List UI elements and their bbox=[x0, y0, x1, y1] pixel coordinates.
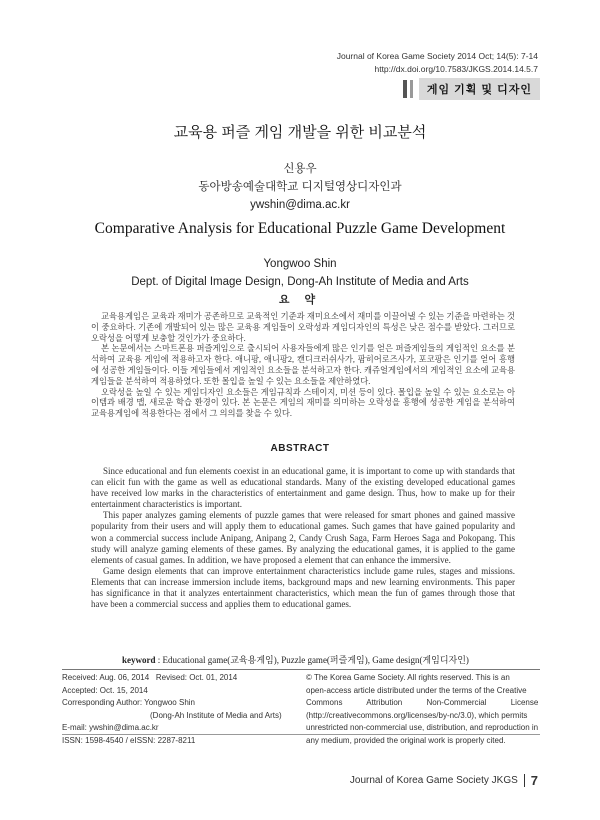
abstract-english-paragraph: Since educational and fun elements coexist in an educational game, it is important to come up with standards that can elicit fun with the game as well as educational standards. Many of the existing developed educational games have received low marks in the characteristics of entertainment and game design. Thus, how to make up for their entertainment characteristics is important. bbox=[91, 466, 515, 510]
accepted-date: Accepted: Oct. 15, 2014 bbox=[62, 685, 148, 695]
abstract-english-paragraph: This paper analyzes gaming elements of puzzle games that were released for smart phones and gained massive popularity from their users and will apply them to educational games. Such games that have gained popularity and won a commercial success include Anipang, Anipang 2, Candy Crush Saga, Farm Heroes Saga and Pokopang. This study will analyze gaming elements of these games. By analyzing the educational games, it is applied to the game elements of casual games. In addition, we have proposed a element that can enhance the immersive. bbox=[91, 510, 515, 565]
license-line: open-access article distributed under the terms of the Creative bbox=[306, 685, 527, 695]
article-history bbox=[62, 672, 294, 748]
doi-link[interactable]: http://dx.doi.org/10.7583/JKGS.2014.14.5.7 bbox=[374, 64, 538, 74]
abstract-english bbox=[91, 466, 515, 610]
abstract-korean-paragraph: 교육용게임은 교육과 재미가 공존하므로 교육적인 기준과 재미요소에서 재미를 이끌어낼 수 있는 기준을 마련하는 것이 중요하다. 기존에 개발되어 있는 많은 교육용 게임들이 오락성과 게임디자인의 특성은 낮은 점수를 받았다. 그러므로 오락성을 어떻게 보충할 것인가가 중요하다. bbox=[91, 312, 515, 343]
license-line: unrestricted non-commercial use, distribution, and reproduction in bbox=[306, 723, 539, 733]
footer-separator bbox=[524, 774, 525, 787]
paper-title-english: Comparative Analysis for Educational Puzzle Game Development bbox=[94, 220, 506, 237]
license-link[interactable]: (http://creativecommons.org/licenses/by-nc/3.0), which permits bbox=[306, 710, 528, 720]
abstract-korean bbox=[91, 312, 515, 420]
page-number: 7 bbox=[530, 773, 538, 788]
paper-title-korean: 교육용 퍼즐 게임 개발을 위한 비교분석 bbox=[173, 124, 427, 141]
license-notice bbox=[306, 672, 539, 748]
section-tag bbox=[403, 79, 540, 99]
author-email[interactable]: ywshin@dima.ac.kr bbox=[250, 199, 350, 211]
author-affiliation-korean: 동아방송예술대학교 디지털영상디자인과 bbox=[198, 181, 402, 193]
author-name-english: Yongwoo Shin bbox=[263, 258, 337, 270]
corresponding-author: Corresponding Author: Yongwoo Shin bbox=[62, 698, 195, 708]
page-footer bbox=[350, 773, 538, 788]
keywords-label: keyword bbox=[122, 655, 156, 665]
journal-citation-line: Journal of Korea Game Society 2014 Oct; 14(5): 7-14 bbox=[336, 51, 538, 61]
abstract-english-paragraph: Game design elements that can improve entertainment characteristics include game rules, stages and missions. Elements that can increase immersion include items, background maps and new learning environments. This paper has significance in that it analyzes entertainment characteristics, which mean the fun of games through those that have been a commercial success and applies them to educational games. bbox=[91, 565, 515, 610]
section-tag-bar bbox=[403, 80, 407, 98]
corresponding-email[interactable]: E-mail: ywshin@dima.ac.kr bbox=[62, 723, 159, 733]
footer-journal-name: Journal of Korea Game Society JKGS bbox=[349, 775, 518, 786]
author-affiliation-english: Dept. of Digital Image Design, Dong-Ah Institute of Media and Arts bbox=[131, 276, 469, 288]
abstract-korean-heading: 요 약 bbox=[278, 294, 322, 306]
license-line: any medium, provided the original work is properly cited. bbox=[306, 735, 506, 745]
section-tag-bar-secondary bbox=[410, 80, 413, 98]
corresponding-affiliation: (Dong-Ah Institute of Media and Arts) bbox=[150, 710, 282, 720]
keywords-text: Educational game(교육용게임), Puzzle game(퍼즐게임), Game design(게임디자인) bbox=[162, 655, 469, 665]
keywords bbox=[122, 653, 469, 666]
keywords-separator: : bbox=[155, 655, 163, 665]
section-tag-label: 게임 기획 및 디자인 bbox=[419, 78, 540, 100]
abstract-korean-paragraph: 본 논문에서는 스마트폰용 퍼즐게임으로 출시되어 사용자들에게 많은 인기를 얻은 퍼즐게임들의 게임적인 요소를 분석하여 교육용 게임에 적용하고자 한다. 애니팡, 애니팡2, 캔디크러쉬사가, 팜히어로즈사가, 포코팡은 인기를 얻어 흥행에 성공한 게임들이다. 이들 게임들에서 게임적인 요소들을 분석하고자 한다. 캐쥬얼게임에서의 게임적인 요소에 교육용게임들을 분석하여 적용하였다. 또한 몰입을 높일 수 있는 요소들을 제안하였다. bbox=[91, 344, 515, 386]
info-divider-top bbox=[62, 669, 540, 670]
issn: ISSN: 1598-4540 / eISSN: 2287-8211 bbox=[62, 735, 196, 745]
license-line: © The Korea Game Society. All rights reserved. This is an bbox=[306, 673, 510, 682]
author-block-english bbox=[0, 255, 600, 291]
info-divider-bottom bbox=[62, 734, 540, 735]
author-name-korean: 신용우 bbox=[283, 163, 317, 175]
revised-date: Revised: Oct. 01, 2014 bbox=[155, 673, 238, 682]
abstract-korean-paragraph: 오락성을 높일 수 있는 게임디자인 요소들은 게임규칙과 스테이지, 미션 등이 있다. 몰입을 높일 수 있는 요소로는 아이템과 배경 맵, 새로운 학습 환경이 있다. 본 논문은 게임의 재미를 의미하는 오락성을 흥행에 성공한 게임을 분석하여 교육용게임에 적용한다는 점에서 그 의의를 찾을 수 있다. bbox=[91, 387, 515, 419]
license-line: Commons Attribution Non-Commercial License bbox=[306, 698, 539, 708]
received-date: Received: Aug. 06, 2014 bbox=[62, 673, 150, 682]
journal-citation bbox=[337, 50, 538, 76]
history-dates bbox=[62, 672, 294, 685]
abstract-english-heading: ABSTRACT bbox=[270, 443, 330, 454]
author-block-korean bbox=[0, 160, 600, 214]
